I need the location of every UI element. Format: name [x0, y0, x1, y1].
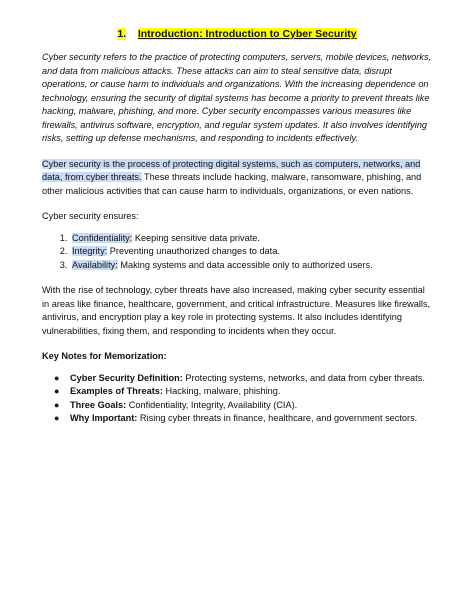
list-item: [54, 399, 432, 413]
list-item-term: Examples of Threats:: [70, 386, 163, 396]
list-item-desc: Rising cyber threats in finance, healthcare, and government sectors.: [137, 413, 418, 423]
list-item-desc: Making systems and data accessible only to authorized users.: [117, 259, 373, 270]
ensures-label: Cyber security ensures:: [42, 211, 139, 221]
bullet-icon: ●: [54, 399, 60, 410]
section-number: 1.: [117, 28, 127, 40]
bullet-icon: ●: [54, 372, 60, 383]
section-title-text: Introduction: Introduction to Cyber Security: [137, 28, 357, 40]
list-item-term: Confidentiality:: [72, 232, 133, 243]
list-item-term: Integrity:: [72, 246, 108, 256]
list-item-term: Three Goals:: [70, 399, 127, 410]
list-item: [70, 259, 432, 273]
bullet-icon: ●: [54, 386, 60, 396]
bullet-icon: ●: [54, 413, 60, 423]
list-item: [54, 372, 432, 386]
rise-paragraph: With the rise of technology, cyber threats have also increased, making cyber security essential in areas like finance, healthcare, government, and critical infrastructure. Measures like firewalls, antivirus, and encryption play a key role in protecting systems. It also includes identifying vulnerabilities, fixing them, and responding to incidents when they occur.: [42, 285, 431, 336]
key-notes-heading: Key Notes for Memorization:: [42, 351, 167, 361]
list-item-term: Availability:: [72, 259, 118, 270]
list-item-term: Cyber Security Definition:: [70, 372, 183, 383]
list-item: [70, 232, 432, 246]
list-item-desc: Confidentiality, Integrity, Availability (CIA).: [126, 399, 298, 410]
list-item-desc: Preventing unauthorized changes to data.: [107, 246, 280, 256]
list-item-term: Why Important:: [70, 413, 138, 423]
key-notes-list: [42, 372, 432, 426]
intro-paragraph: Cyber security refers to the practice of protecting computers, servers, mobile devices, networks, and data from malicious attacks. These attacks can aim to steal sensitive data, disrupt operations, or cause harm to individuals and organizations. With the increasing dependence on technology, ensuring the security of digital systems has become a priority to prevent threats like hacking, malware, phishing, and more. Cyber security encompasses various measures like firewalls, antivirus software, encryption, and regular system updates. It also involves identifying risks, setting up defense mechanisms, and responding to incidents effectively.: [42, 52, 432, 143]
list-item: [54, 412, 432, 426]
definition-rest: These threats include hacking, malware, ransomware, phishing, and other malicious activities that can cause harm to individuals, organizations, or even nations.: [42, 172, 422, 196]
list-item: [54, 385, 432, 399]
ensures-list: [42, 232, 432, 273]
definition-paragraph: [42, 158, 432, 199]
list-item-desc: Keeping sensitive data private.: [132, 232, 260, 243]
list-item-desc: Hacking, malware, phishing.: [162, 386, 281, 396]
definition-highlight: Cyber security is the process of protecting digital systems, such as computers, networks, and data, from cyber threats.: [42, 158, 421, 182]
list-item-desc: Protecting systems, networks, and data from cyber threats.: [182, 372, 425, 383]
list-item: [70, 245, 432, 259]
section-title: [42, 27, 432, 41]
